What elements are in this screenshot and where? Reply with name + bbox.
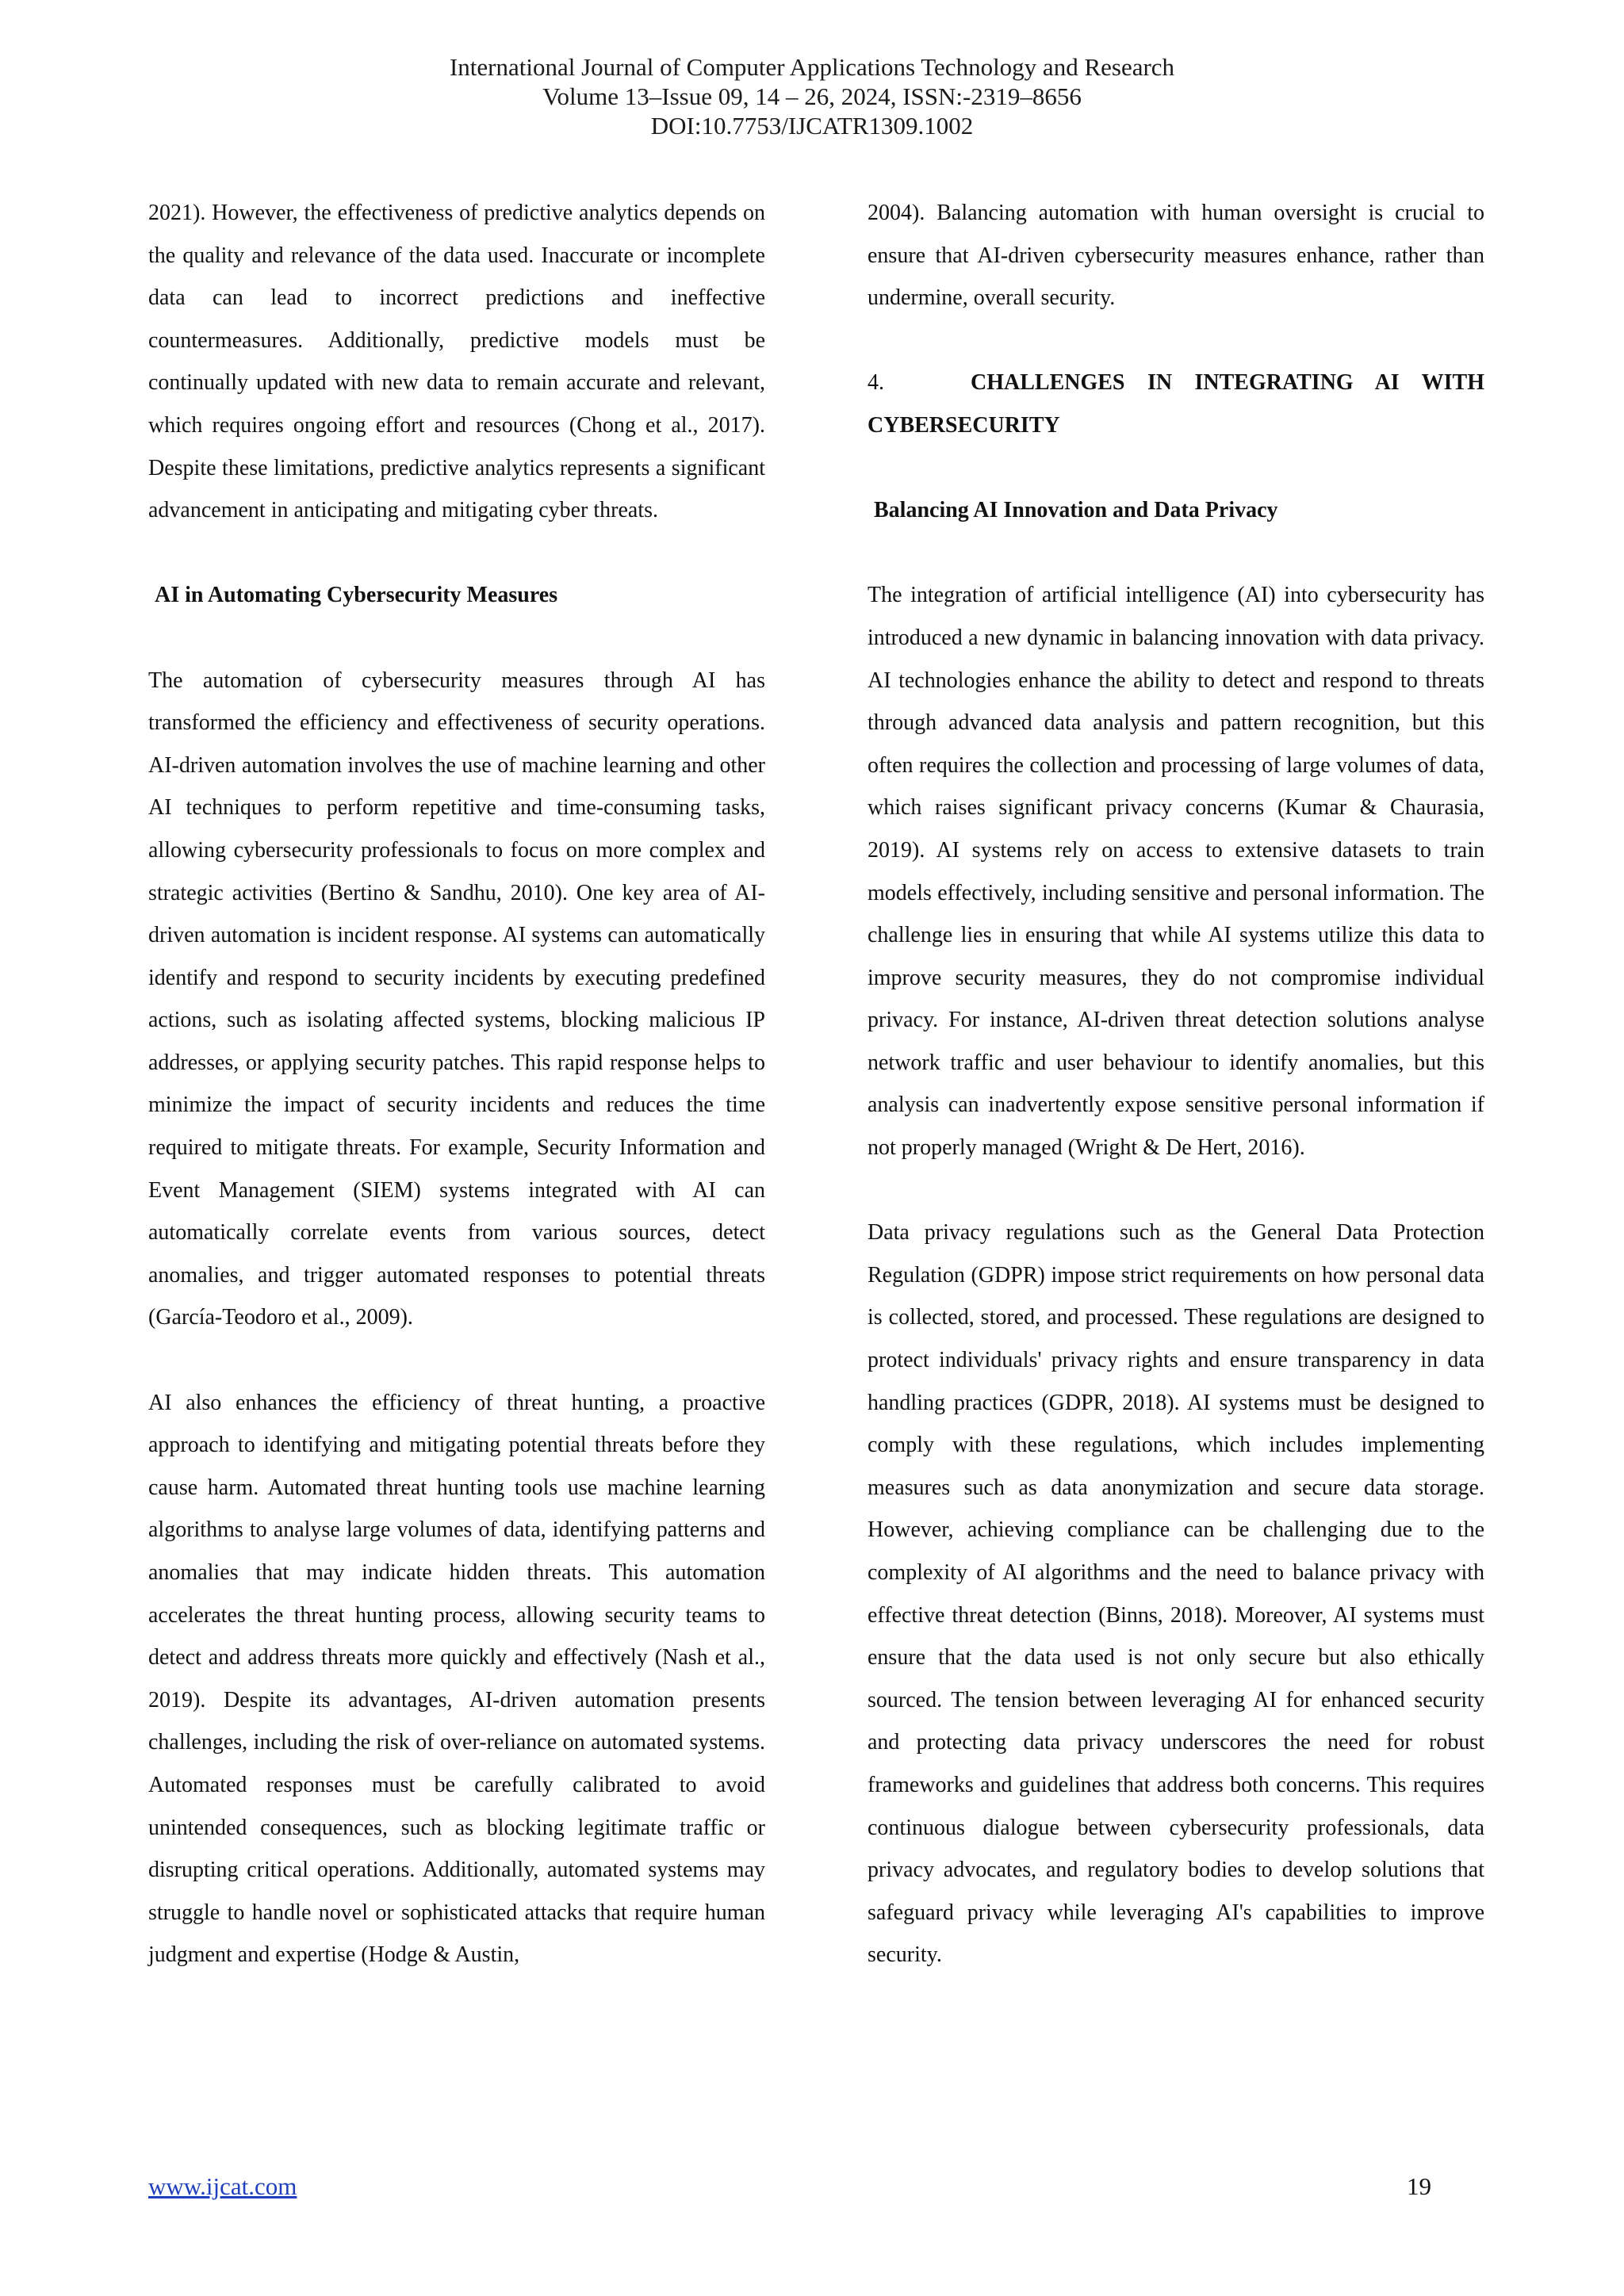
- left-paragraph-predictive-analytics: 2021). However, the effectiveness of predictive analytics depends on the quality and relevance of the data used. Inaccurate or incomplete data can lead to incorrect predictions and ineffective countermeasures. Additionally, predictive models must be continually updated with new data to remain accurate and relevant, which requires ongoing effort and resources (Chong et al., 2017). Despite these limitations, predictive analytics represents a significant advancement in anticipating and mitigating cyber threats.: [148, 201, 765, 523]
- left-paragraph-automation: The automation of cybersecurity measures through AI has transformed the efficiency and effectiveness of security operations. AI-driven automation involves the use of machine learning and other AI techniques to perform repetitive and time-consuming tasks, allowing cybersecurity professionals to focus on more complex and strategic activities (Bertino & Sandhu, 2010). One key area of AI-driven automation is incident response. AI systems can automatically identify and respond to security incidents by executing predefined actions, such as isolating affected systems, blocking malicious IP addresses, or applying security patches. This rapid response helps to minimize the impact of security incidents and reduces the time required to mitigate threats. For example, Security Information and Event Management (SIEM) systems integrated with AI can automatically correlate events from various sources, detect anomalies, and trigger automated responses to potential threats (García-Teodoro et al., 2009).: [148, 668, 765, 1330]
- subheading-ai-automating: AI in Automating Cybersecurity Measures: [155, 583, 558, 608]
- right-column: [868, 192, 1484, 1976]
- journal-title: International Journal of Computer Applications Technology and Research: [449, 53, 1175, 81]
- section-heading-4: [868, 362, 1484, 446]
- right-paragraph-integration: The integration of artificial intelligence (AI) into cybersecurity has introduced a new dynamic in balancing innovation with data privacy. AI technologies enhance the ability to detect and respond to threats through advanced data analysis and pattern recognition, but this often requires the collection and processing of large volumes of data, which raises significant privacy concerns (Kumar & Chaurasia, 2019). AI systems rely on access to extensive datasets to train models effectively, including sensitive and personal information. The challenge lies in ensuring that while AI systems utilize this data to improve security measures, they do not compromise individual privacy. For instance, AI-driven threat detection solutions analyse network traffic and user behaviour to identify anomalies, but this analysis can inadvertently expose sensitive personal information if not properly managed (Wright & De Hert, 2016).: [868, 583, 1484, 1161]
- journal-doi: DOI:10.7753/IJCATR1309.1002: [650, 112, 974, 140]
- journal-header: [0, 52, 1624, 140]
- journal-website-link[interactable]: www.ijcat.com: [148, 2172, 297, 2200]
- left-column: [148, 192, 765, 1976]
- left-paragraph-threat-hunting: AI also enhances the efficiency of threat hunting, a proactive approach to identifying and mitigating potential threats before they cause harm. Automated threat hunting tools use machine learning algorithms to analyse large volumes of data, identifying patterns and anomalies that may indicate hidden threats. This automation accelerates the threat hunting process, allowing security teams to detect and address threats more quickly and effectively (Nash et al., 2019). Despite its advantages, AI-driven automation presents challenges, including the risk of over-reliance on automated systems. Automated responses must be carefully calibrated to avoid unintended consequences, such as blocking legitimate traffic or disrupting critical operations. Additionally, automated systems may struggle to handle novel or sophisticated attacks that require human judgment and expertise (Hodge & Austin,: [148, 1390, 765, 1968]
- section-title: CHALLENGES IN INTEGRATING AI WITH CYBERSECURITY: [868, 370, 1484, 438]
- right-paragraph-oversight: 2004). Balancing automation with human oversight is crucial to ensure that AI-driven cybersecurity measures enhance, rather than undermine, overall security.: [868, 201, 1484, 311]
- journal-volume: Volume 13–Issue 09, 14 – 26, 2024, ISSN:-2319–8656: [542, 82, 1082, 110]
- section-number: 4.: [868, 370, 884, 396]
- page-number: 19: [1407, 2172, 1431, 2200]
- right-paragraph-regulations: Data privacy regulations such as the General Data Protection Regulation (GDPR) impose strict requirements on how personal data is collected, stored, and processed. These regulations are designed to protect individuals' privacy rights and ensure transparency in data handling practices (GDPR, 2018). AI systems must be designed to comply with these regulations, which includes implementing measures such as data anonymization and secure data storage. However, achieving compliance can be challenging due to the complexity of AI algorithms and the need to balance privacy with effective threat detection (Binns, 2018). Moreover, AI systems must ensure that the data used is not only secure but also ethically sourced. The tension between leveraging AI for enhanced security and protecting data privacy underscores the need for robust frameworks and guidelines that address both concerns. This requires continuous dialogue between cybersecurity professionals, data privacy advocates, and regulatory bodies to develop solutions that safeguard privacy while leveraging AI's capabilities to improve security.: [868, 1220, 1484, 1968]
- subheading-data-privacy: Balancing AI Innovation and Data Privacy: [874, 498, 1278, 523]
